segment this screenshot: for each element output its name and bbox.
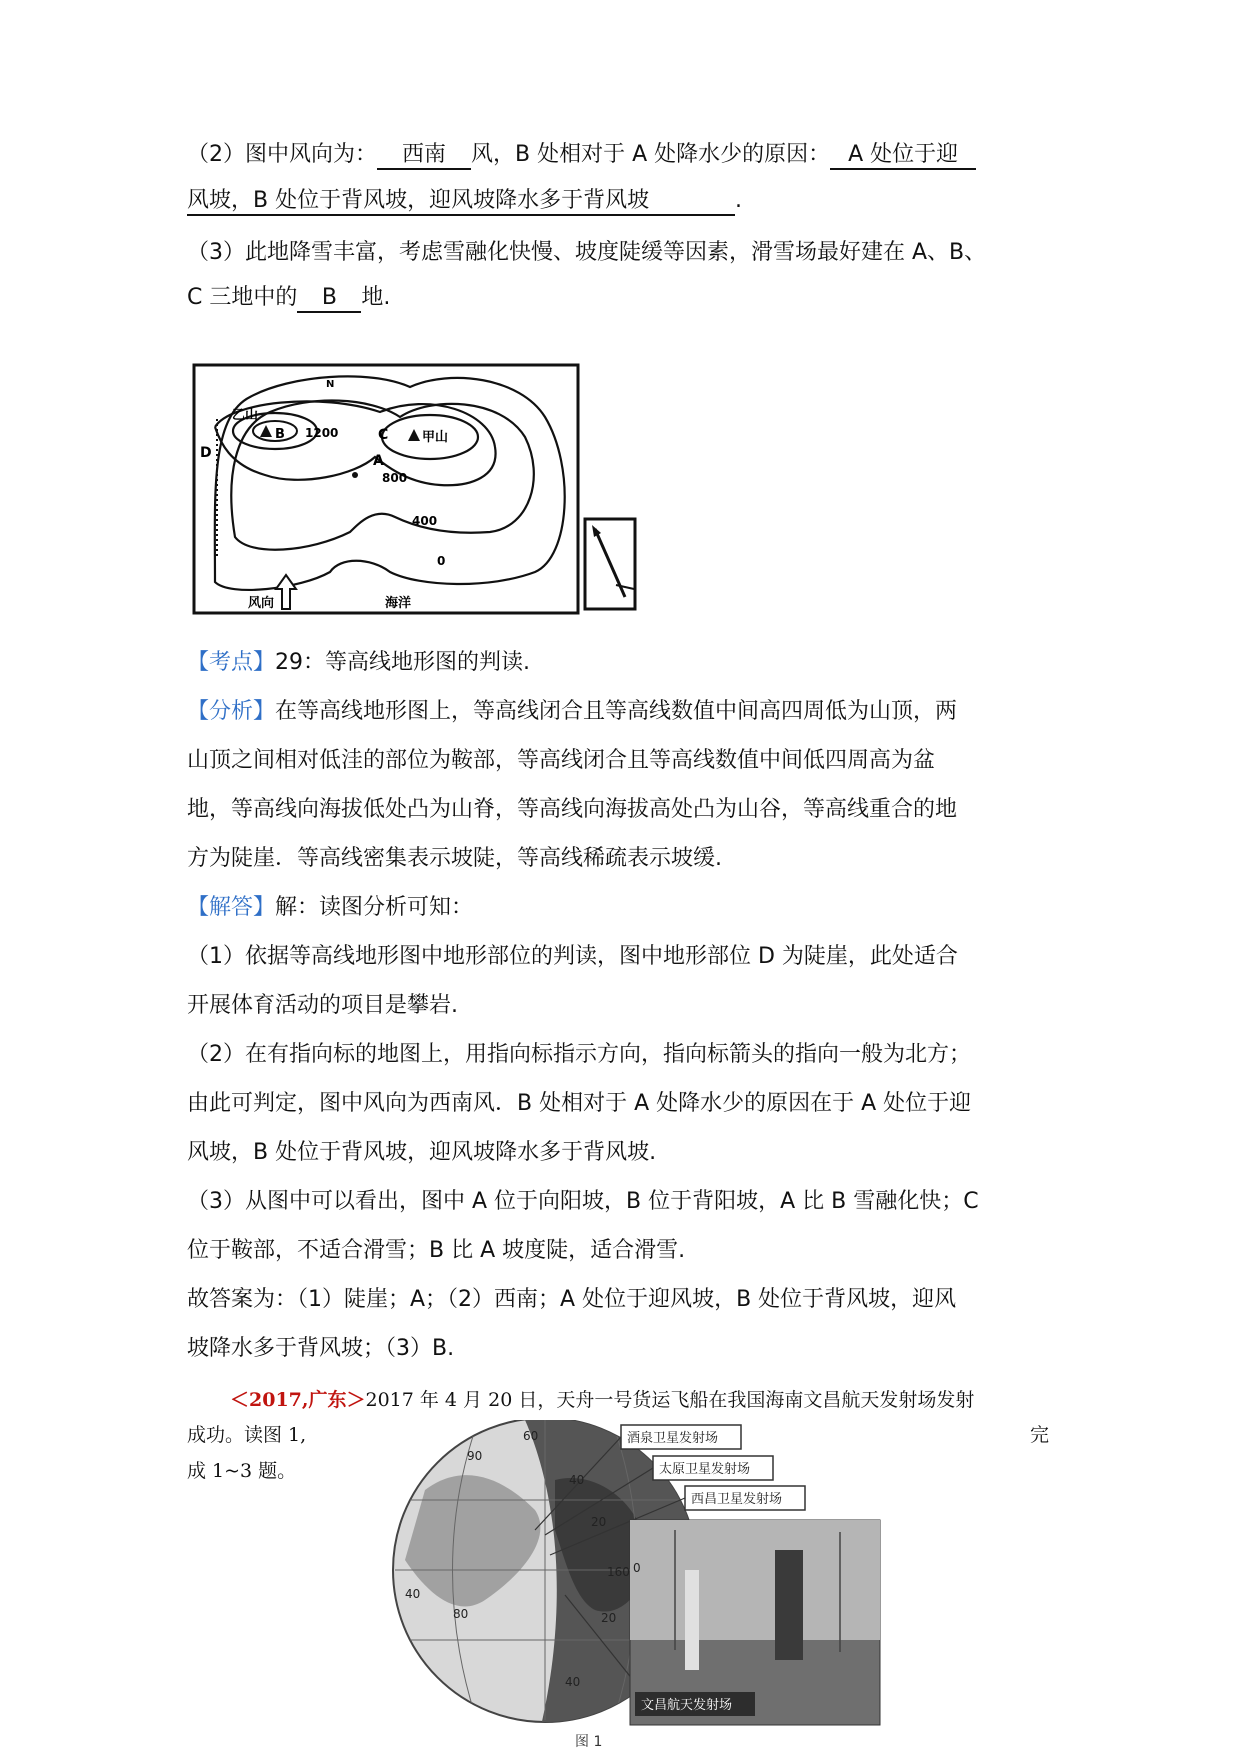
num-0: 0 — [633, 1561, 641, 1575]
q3-line2 — [187, 283, 390, 313]
site-label-2: 太原卫星发射场 — [659, 1462, 751, 1477]
q2-line1 — [187, 140, 976, 170]
num-60: 60 — [523, 1429, 539, 1443]
jieda-tag: 【解答】 — [187, 895, 276, 920]
q2-mid: 风，B 处相对于 A 处降水少的原因： — [471, 142, 831, 167]
figure-caption: 图 1 — [575, 1734, 603, 1750]
fenxi-text1: 在等高线地形图上，等高线闭合且等高线数值中间高四周低为山顶，两 — [275, 699, 958, 724]
site-label-1: 酒泉卫星发射场 — [627, 1431, 719, 1446]
label-wind: 风向 — [248, 596, 275, 611]
fenxi-tag: 【分析】 — [187, 699, 276, 724]
jieda-p3-line2: 位于鞍部，不适合滑雪；B 比 A 坡度陡，适合滑雪. — [187, 1238, 686, 1263]
kaodian-text: 29：等高线地形图的判读. — [275, 650, 531, 675]
label-c: C — [378, 427, 389, 443]
fenxi-line2: 山顶之间相对低洼的部位为鞍部，等高线闭合且等高线数值中间低四周高为盆 — [187, 748, 936, 773]
label-b: B — [275, 427, 285, 442]
next-problem-line2b: 完 — [1030, 1424, 1050, 1446]
num-40b: 40 — [565, 1675, 581, 1689]
jieda-p2-line1: （2）在有指向标的地图上，用指向标指示方向，指向标箭头的指向一般为北方； — [187, 1042, 971, 1067]
num-20b: 20 — [601, 1611, 617, 1625]
label-d: D — [200, 445, 212, 461]
label-0: 0 — [437, 554, 446, 568]
site-label-3: 西昌卫星发射场 — [691, 1492, 783, 1507]
q3-answer: B — [297, 285, 361, 313]
q2-reason-part2: 风坡，B 处位于背风坡，迎风坡降水多于背风坡 — [187, 188, 735, 216]
q2-end: . — [735, 188, 742, 213]
label-a: A — [373, 453, 384, 469]
jieda-p3-line1: （3）从图中可以看出，图中 A 位于向阳坡，B 位于背阳坡，A 比 B 雪融化快；C — [187, 1189, 979, 1214]
num-40c: 40 — [405, 1587, 421, 1601]
label-sea: 海洋 — [385, 596, 412, 611]
site-label-4: 文昌航天发射场 — [641, 1698, 733, 1713]
photo-rocket — [685, 1570, 699, 1670]
jieda-p2-line3: 风坡，B 处位于背风坡，迎风坡降水多于背风坡. — [187, 1140, 657, 1165]
num-20a: 20 — [591, 1515, 607, 1529]
jieda-p1-line2: 开展体育活动的项目是攀岩. — [187, 993, 458, 1018]
kaodian — [187, 648, 530, 678]
photo-sky — [630, 1520, 880, 1640]
q2-reason-part1: A 处位于迎 — [830, 142, 976, 170]
q2-wind-answer: 西南 — [377, 142, 471, 170]
num-160: 160 — [607, 1565, 630, 1579]
label-n: N — [326, 379, 335, 390]
jieda-p2-line2: 由此可判定，图中风向为西南风．B 处相对于 A 处降水少的原因在于 A 处位于迎 — [187, 1091, 972, 1116]
label-400: 400 — [412, 514, 438, 528]
label-1200: 1200 — [305, 426, 339, 440]
fenxi-line3: 地，等高线向海拔低处凸为山脊，等高线向海拔高处凸为山谷，等高线重合的地 — [187, 797, 958, 822]
contour-map — [190, 357, 650, 617]
figure1 — [385, 1420, 985, 1750]
photo-tower — [775, 1550, 803, 1660]
next-problem-line2a: 成功。读图 1, — [187, 1424, 307, 1446]
num-80: 80 — [453, 1607, 469, 1621]
next-problem-line3: 成 1~3 题。 — [187, 1460, 297, 1482]
q3-line1: （3）此地降雪丰富，考虑雪融化快慢、坡度陡缓等因素，滑雪场最好建在 A、B、 — [187, 240, 987, 265]
fenxi-line1 — [187, 697, 957, 727]
next-problem-line1 — [230, 1385, 974, 1415]
q2-prefix: （2）图中风向为： — [187, 142, 377, 167]
q3-suffix: 地. — [361, 285, 391, 310]
point-a-dot — [352, 472, 358, 478]
q2-line2 — [187, 186, 742, 216]
num-40a: 40 — [569, 1473, 585, 1487]
label-yishan: 乙山 — [232, 408, 259, 423]
jieda-intro-text: 解：读图分析可知： — [275, 895, 474, 920]
num-90: 90 — [467, 1449, 483, 1463]
label-800: 800 — [382, 471, 408, 485]
fenxi-line4: 方为陡崖．等高线密集表示坡陡，等高线稀疏表示坡缓. — [187, 846, 722, 871]
jieda-intro — [187, 893, 473, 923]
kaodian-tag: 【考点】 — [187, 650, 276, 675]
answer-line2: 坡降水多于背风坡；（3）B. — [187, 1336, 455, 1361]
q3-prefix: C 三地中的 — [187, 285, 298, 310]
label-jiashan: 甲山 — [422, 430, 449, 445]
jieda-p1-line1: （1）依据等高线地形图中地形部位的判读，图中地形部位 D 为陡崖，此处适合 — [187, 944, 958, 969]
answer-line1: 故答案为：（1）陡崖；A；（2）西南；A 处位于迎风坡，B 处位于背风坡，迎风 — [187, 1287, 957, 1312]
source-tag: ＜2017,广东＞ — [230, 1389, 366, 1411]
next-problem-text1: 2017 年 4 月 20 日，天舟一号货运飞船在我国海南文昌航天发射场发射 — [365, 1389, 975, 1411]
